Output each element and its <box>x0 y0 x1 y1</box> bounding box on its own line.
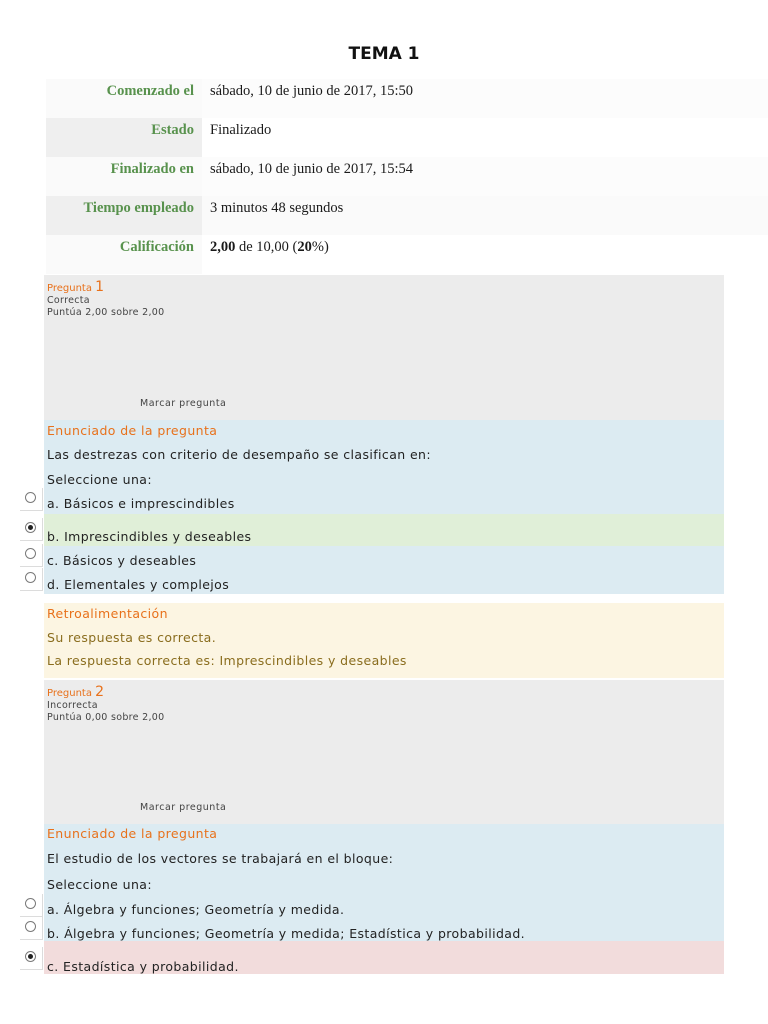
feedback-right-answer: La respuesta correcta es: Imprescindibles y deseables <box>47 653 407 668</box>
summary-row-grade <box>46 235 768 274</box>
question-2-formulation <box>44 824 724 974</box>
radio-box[interactable] <box>20 947 43 970</box>
question-text: El estudio de los vectores se trabajará en el bloque: <box>47 851 394 866</box>
radio-box[interactable] <box>20 488 43 511</box>
question-grade: Puntúa 2,00 sobre 2,00 <box>47 307 165 318</box>
answer-option[interactable] <box>44 546 724 570</box>
grade-percent-suffix: %) <box>311 239 329 255</box>
radio-button[interactable] <box>25 898 36 909</box>
flag-question-link[interactable]: Marcar pregunta <box>140 802 227 813</box>
summary-value: sábado, 10 de junio de 2017, 15:54 <box>202 157 768 196</box>
radio-box[interactable] <box>20 568 43 591</box>
answer-option-label[interactable]: b. Álgebra y funciones; Geometría y medida; Estadística y probabilidad. <box>47 926 526 941</box>
question-text: Las destrezas con criterio de desempaño se clasifican en: <box>47 447 431 462</box>
answer-option-label[interactable]: c. Básicos y deseables <box>47 553 197 568</box>
summary-grade-value <box>202 235 768 274</box>
question-label: Pregunta <box>47 283 92 294</box>
radio-button[interactable] <box>25 492 36 503</box>
question-grade: Puntúa 0,00 sobre 2,00 <box>47 712 165 723</box>
answer-option[interactable] <box>44 489 724 514</box>
answer-option-label[interactable]: a. Básicos e imprescindibles <box>47 496 235 511</box>
answer-option-label[interactable]: d. Elementales y complejos <box>47 577 230 592</box>
answer-option-label[interactable]: a. Álgebra y funciones; Geometría y medida. <box>47 902 345 917</box>
radio-box[interactable] <box>20 518 43 541</box>
grade-points: 2,00 <box>210 239 236 255</box>
summary-row-started <box>46 79 768 118</box>
question-1-feedback <box>44 603 724 678</box>
radio-button-checked[interactable] <box>25 951 36 962</box>
flag-question-link[interactable]: Marcar pregunta <box>140 398 227 409</box>
question-number <box>47 684 104 700</box>
summary-row-state <box>46 118 768 157</box>
summary-value: Finalizado <box>202 118 768 157</box>
summary-label: Estado <box>46 118 202 157</box>
radio-button-checked[interactable] <box>25 522 36 533</box>
feedback-header: Retroalimentación <box>47 606 168 621</box>
summary-row-finished <box>46 157 768 196</box>
question-label: Pregunta <box>47 688 92 699</box>
question-state: Correcta <box>47 295 90 306</box>
question-1-formulation <box>44 420 724 594</box>
radio-button[interactable] <box>25 548 36 559</box>
answer-option-label[interactable]: b. Imprescindibles y deseables <box>47 529 252 544</box>
question-state: Incorrecta <box>47 700 98 711</box>
summary-row-time <box>46 196 768 235</box>
answer-option[interactable] <box>44 570 724 594</box>
summary-label: Comenzado el <box>106 83 194 99</box>
summary-value: sábado, 10 de junio de 2017, 15:50 <box>202 79 768 118</box>
grade-percent: 20 <box>297 239 312 255</box>
question-number <box>47 279 104 295</box>
page-title: TEMA 1 <box>348 44 420 64</box>
radio-box[interactable] <box>20 544 43 567</box>
answer-option[interactable] <box>44 894 724 919</box>
attempt-summary-table <box>46 79 768 274</box>
answer-option-selected-incorrect[interactable] <box>44 941 724 974</box>
question-text-header: Enunciado de la pregunta <box>47 826 218 841</box>
answer-prompt: Seleccione una: <box>47 472 152 487</box>
radio-box[interactable] <box>20 894 43 917</box>
question-2-info <box>44 680 724 824</box>
question-number-value: 1 <box>95 279 105 295</box>
question-text-header: Enunciado de la pregunta <box>47 423 218 438</box>
grade-of: de 10,00 ( <box>235 239 298 255</box>
question-number-value: 2 <box>95 684 105 700</box>
radio-button[interactable] <box>25 921 36 932</box>
summary-label: Finalizado en <box>110 161 194 177</box>
feedback-result: Su respuesta es correcta. <box>47 630 217 645</box>
summary-label: Calificación <box>119 239 194 255</box>
question-1-info <box>44 275 724 420</box>
answer-option[interactable] <box>44 919 724 941</box>
answer-option-label[interactable]: c. Estadística y probabilidad. <box>47 959 239 974</box>
summary-value: 3 minutos 48 segundos <box>202 196 768 235</box>
answer-option-selected-correct[interactable] <box>44 514 724 546</box>
radio-button[interactable] <box>25 572 36 583</box>
radio-box[interactable] <box>20 917 43 940</box>
answer-prompt: Seleccione una: <box>47 877 152 892</box>
summary-label: Tiempo empleado <box>46 196 202 235</box>
